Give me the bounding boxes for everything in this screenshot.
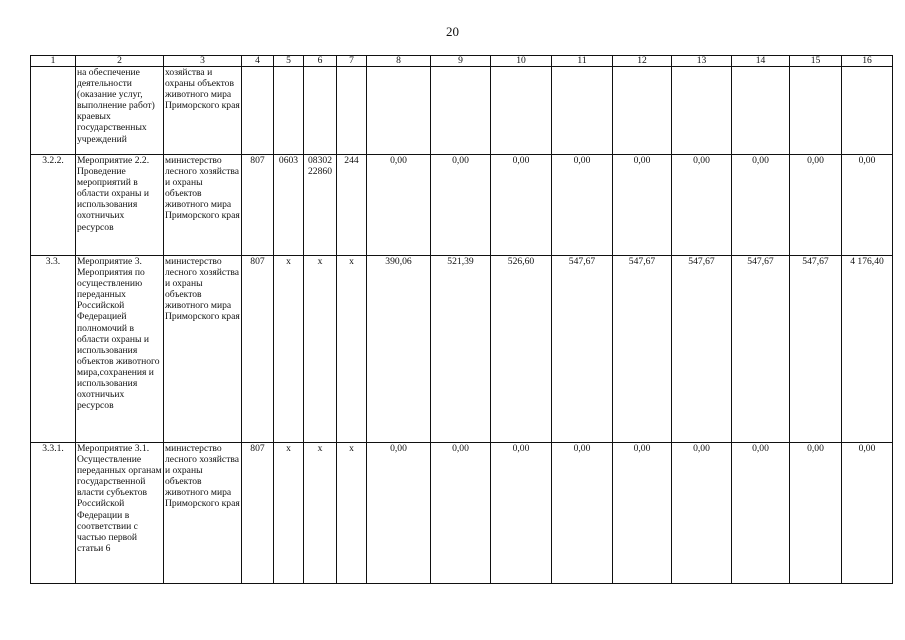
amount-cell: 0,00 bbox=[790, 443, 842, 584]
row-number-cell bbox=[31, 67, 76, 155]
amount-cell: 0,00 bbox=[613, 443, 672, 584]
column-header: 13 bbox=[672, 56, 732, 67]
executor-cell: министерство лесного хозяйства и охраны объектов животного мира Приморского края bbox=[164, 155, 242, 256]
column-header: 3 bbox=[164, 56, 242, 67]
executor-cell: хозяйства и охраны объектов животного мира Приморского края bbox=[164, 67, 242, 155]
column-header: 5 bbox=[274, 56, 304, 67]
amount-cell: 547,67 bbox=[552, 256, 613, 443]
target-article-cell: х bbox=[304, 443, 337, 584]
column-header: 2 bbox=[76, 56, 164, 67]
amount-cell: 526,60 bbox=[491, 256, 552, 443]
column-header: 9 bbox=[431, 56, 491, 67]
amount-cell: 0,00 bbox=[431, 155, 491, 256]
column-header: 10 bbox=[491, 56, 552, 67]
amount-cell: 0,00 bbox=[552, 155, 613, 256]
grbs-code-cell: 807 bbox=[242, 443, 274, 584]
expense-type-cell: х bbox=[337, 443, 367, 584]
amount-cell: 0,00 bbox=[491, 443, 552, 584]
section-code-cell: х bbox=[274, 443, 304, 584]
row-number-cell: 3.3.1. bbox=[31, 443, 76, 584]
amount-cell bbox=[552, 67, 613, 155]
amount-cell: 547,67 bbox=[672, 256, 732, 443]
amount-cell: 0,00 bbox=[613, 155, 672, 256]
amount-cell: 4 176,40 bbox=[842, 256, 893, 443]
amount-cell: 0,00 bbox=[552, 443, 613, 584]
amount-cell: 0,00 bbox=[367, 443, 431, 584]
amount-cell bbox=[732, 67, 790, 155]
measure-name-cell: Мероприятие 3. Мероприятия по осуществлению переданных Российской Федерацией полномочий в области охраны и использования объектов животного мира,сохранения и использования охотничьих ресурсов bbox=[76, 256, 164, 443]
expense-type-cell: 244 bbox=[337, 155, 367, 256]
amount-cell: 0,00 bbox=[732, 155, 790, 256]
table-row bbox=[31, 155, 893, 256]
amount-cell: 0,00 bbox=[732, 443, 790, 584]
executor-cell: министерство лесного хозяйства и охраны объектов животного мира Приморского края bbox=[164, 443, 242, 584]
column-header: 11 bbox=[552, 56, 613, 67]
column-header: 16 bbox=[842, 56, 893, 67]
amount-cell bbox=[491, 67, 552, 155]
amount-cell bbox=[613, 67, 672, 155]
section-code-cell: х bbox=[274, 256, 304, 443]
measure-name-cell: на обеспечение деятельности (оказание услуг, выполнение работ) краевых государственных учреждений bbox=[76, 67, 164, 155]
amount-cell: 547,67 bbox=[790, 256, 842, 443]
column-header: 12 bbox=[613, 56, 672, 67]
amount-cell: 0,00 bbox=[367, 155, 431, 256]
target-article-cell: х bbox=[304, 256, 337, 443]
amount-cell: 0,00 bbox=[672, 443, 732, 584]
amount-cell: 0,00 bbox=[431, 443, 491, 584]
target-article-cell: 08302 22860 bbox=[304, 155, 337, 256]
column-header: 4 bbox=[242, 56, 274, 67]
amount-cell bbox=[790, 67, 842, 155]
measure-name-cell: Мероприятие 2.2. Проведение мероприятий в области охраны и использования охотничьих ресурсов bbox=[76, 155, 164, 256]
amount-cell: 0,00 bbox=[491, 155, 552, 256]
column-header: 6 bbox=[304, 56, 337, 67]
amount-cell bbox=[672, 67, 732, 155]
column-header: 14 bbox=[732, 56, 790, 67]
amount-cell: 547,67 bbox=[613, 256, 672, 443]
amount-cell bbox=[431, 67, 491, 155]
amount-cell: 0,00 bbox=[790, 155, 842, 256]
expense-type-cell: х bbox=[337, 256, 367, 443]
grbs-code-cell: 807 bbox=[242, 155, 274, 256]
amount-cell: 0,00 bbox=[842, 443, 893, 584]
grbs-code-cell: 807 bbox=[242, 256, 274, 443]
executor-cell: министерство лесного хозяйства и охраны объектов животного мира Приморского края bbox=[164, 256, 242, 443]
column-header: 7 bbox=[337, 56, 367, 67]
expense-type-cell bbox=[337, 67, 367, 155]
budget-table bbox=[30, 55, 893, 584]
header-row bbox=[31, 56, 893, 67]
amount-cell bbox=[842, 67, 893, 155]
table-row bbox=[31, 443, 893, 584]
amount-cell: 0,00 bbox=[672, 155, 732, 256]
grbs-code-cell bbox=[242, 67, 274, 155]
table-row bbox=[31, 256, 893, 443]
measure-name-cell: Мероприятие 3.1. Осуществление переданных органам государственной власти субъектов Российской Федерации в соответствии с частью первой статьи 6 bbox=[76, 443, 164, 584]
row-number-cell: 3.2.2. bbox=[31, 155, 76, 256]
target-article-cell bbox=[304, 67, 337, 155]
column-header: 15 bbox=[790, 56, 842, 67]
row-number-cell: 3.3. bbox=[31, 256, 76, 443]
amount-cell: 547,67 bbox=[732, 256, 790, 443]
amount-cell: 390,06 bbox=[367, 256, 431, 443]
column-header: 1 bbox=[31, 56, 76, 67]
page-number: 20 bbox=[446, 24, 459, 39]
section-code-cell bbox=[274, 67, 304, 155]
amount-cell: 0,00 bbox=[842, 155, 893, 256]
column-header: 8 bbox=[367, 56, 431, 67]
table-row bbox=[31, 67, 893, 155]
amount-cell: 521,39 bbox=[431, 256, 491, 443]
amount-cell bbox=[367, 67, 431, 155]
section-code-cell: 0603 bbox=[274, 155, 304, 256]
